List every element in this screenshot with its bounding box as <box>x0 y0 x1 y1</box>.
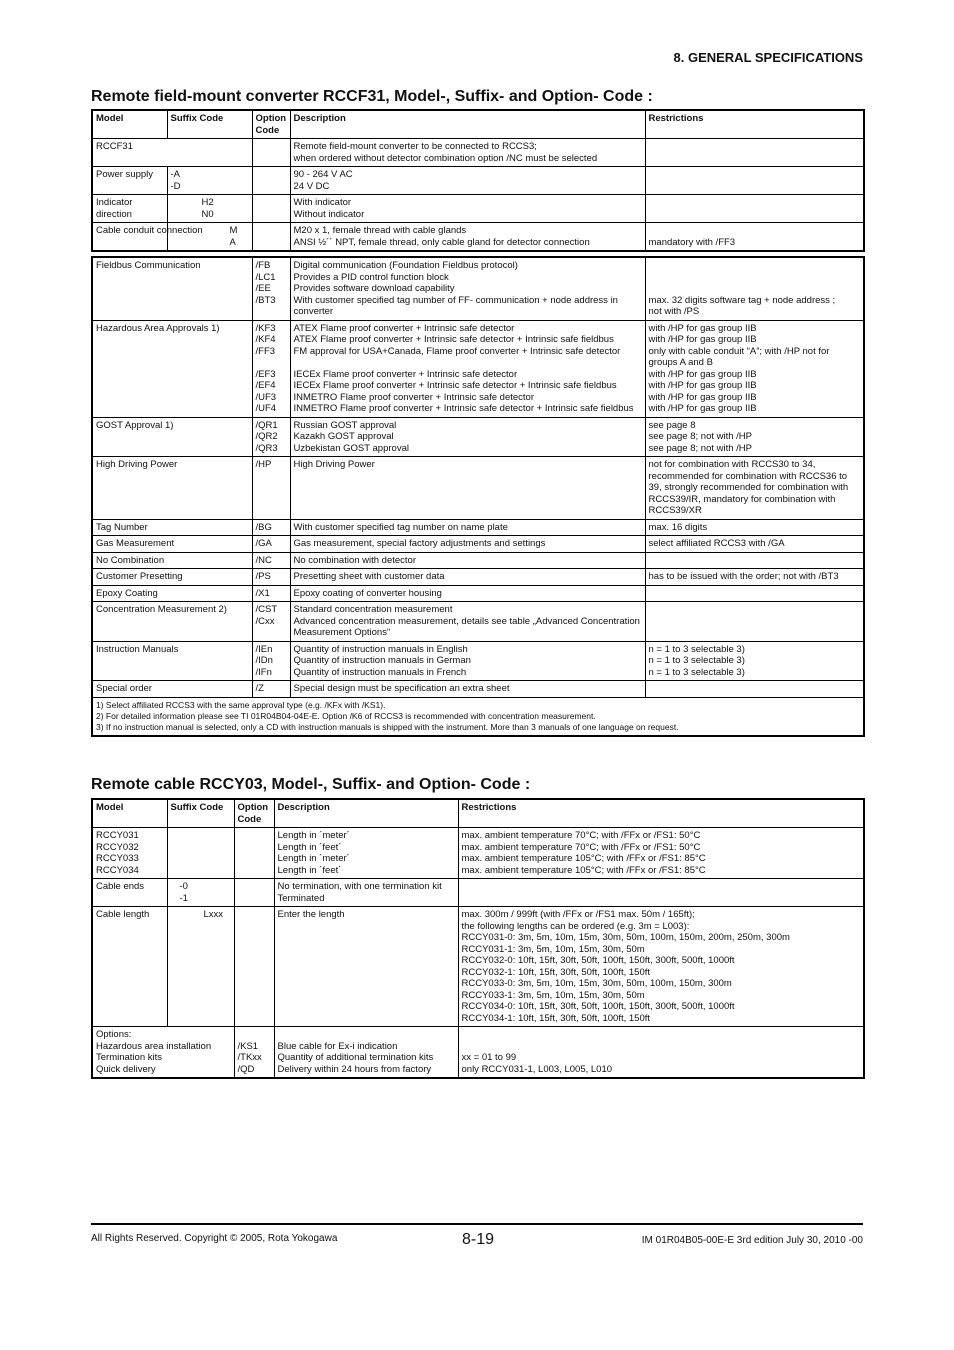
row-description: Standard concentration measurement Advanced concentration measurement, details see table „Advanced Concentration Measurement Options“ <box>290 602 645 642</box>
row-description: Blue cable for Ex-i indication Quantity of additional termination kits Delivery within 24 hours from factory <box>274 1027 458 1079</box>
row-description: With indicator Without indicator <box>290 195 645 223</box>
row-option <box>252 223 290 252</box>
row-label: Hazardous Area Approvals 1) <box>92 320 252 417</box>
footnotes-row <box>92 697 864 736</box>
row-label: Tag Number <box>92 519 252 536</box>
row-restrictions: not for combination with RCCS30 to 34, recommended for combination with RCCS36 to 39, strongly recommended for combination with RCCS39/IR, mandatory for combination with RCCS39/XR <box>645 457 864 520</box>
row-option: /KS1 /TKxx /QD <box>234 1027 274 1079</box>
row-option <box>252 139 290 167</box>
row-label: Power supply <box>92 167 167 195</box>
row-description: M20 x 1, female thread with cable glands ANSI ½´´ NPT, female thread, only cable gland for detector connection <box>290 223 645 252</box>
row-suffix: H2 N0 <box>167 195 252 223</box>
footnote-3: 3) If no instruction manual is selected, only a CD with instruction manuals is shipped with the instrument. More than 3 manuals of one language on request. <box>96 721 679 732</box>
table-row <box>92 907 864 1027</box>
table-row <box>92 569 864 586</box>
table-row <box>92 457 864 520</box>
row-description: Quantity of instruction manuals in English Quantity of instruction manuals in German Quantity of instruction manuals in French <box>290 641 645 681</box>
row-restrictions: max. 300m / 999ft (with /FFx or /FS1 max. 50m / 165ft); the following lengths can be ordered (e.g. 3m = L003): RCCY031-0: 3m, 5m, 10m, 15m, 30m, 50m, 100m, 150m, 200m, 250m, 300m RCCY031-1: 3m, 5m, 10m, 15m, 30m, 50m RCCY032-0: 10ft, 15ft, 30ft, 50ft, 100ft, 150ft, 300ft, 500ft, 1000ft RCCY032-1: 10ft, 15ft, 30ft, 50ft, 100ft, 150ft RCCY033-0: 3m, 5m, 10m, 15m, 30m, 50m, 100m, 150m, 300m RCCY033-1: 3m, 5m, 10m, 15m, 30m, 50m RCCY034-0: 10ft, 15ft, 30ft, 50ft, 100ft, 150ft, 300ft, 500ft, 1000ft RCCY034-1: 10ft, 15ft, 30ft, 50ft, 100ft, 150ft <box>458 907 864 1027</box>
row-restrictions <box>645 167 864 195</box>
row-option: /CST /Cxx <box>252 602 290 642</box>
row-label: Options: Hazardous area installation Termination kits Quick delivery <box>92 1027 234 1079</box>
row-label: Cable length <box>92 907 167 1027</box>
footnotes <box>92 697 864 736</box>
row-suffix <box>167 828 234 879</box>
table-row <box>92 417 864 457</box>
rccf31-options-table <box>91 256 865 737</box>
row-label: No Combination <box>92 552 252 569</box>
row-option: /PS <box>252 569 290 586</box>
table-row <box>92 320 864 417</box>
page-number: 8-19 <box>462 1231 495 1248</box>
row-label: RCCY031 RCCY032 RCCY033 RCCY034 <box>92 828 167 879</box>
row-label: Customer Presetting <box>92 569 252 586</box>
row-option: /QR1 /QR2 /QR3 <box>252 417 290 457</box>
row-label: Special order <box>92 681 252 698</box>
row-description: No combination with detector <box>290 552 645 569</box>
row-restrictions <box>645 552 864 569</box>
row-option <box>252 167 290 195</box>
row-label: Gas Measurement <box>92 536 252 553</box>
rccy03-code-table <box>91 798 865 1079</box>
table-row <box>92 195 864 223</box>
row-restrictions <box>458 879 864 907</box>
row-restrictions <box>645 585 864 602</box>
col-suffix: Suffix Code <box>167 110 252 139</box>
row-restrictions: max. ambient temperature 70°C; with /FFx or /FS1: 50°C max. ambient temperature 70°C; with /FFx or /FS1: 50°C max. ambient temperature 105°C; with /FFx or /FS1: 85°C max. ambient temperature 105°C; with /FFx or /FS1: 85°C <box>458 828 864 879</box>
row-restrictions: see page 8 see page 8; not with /HP see page 8; not with /HP <box>645 417 864 457</box>
footnote-1: 1) Select affiliated RCCS3 with the same approval type (e.g. /KFx with /KS1). <box>96 699 386 710</box>
row-option <box>234 907 274 1027</box>
row-suffix: -A -D <box>167 167 252 195</box>
row-label: GOST Approval 1) <box>92 417 252 457</box>
row-option <box>234 828 274 879</box>
row-restrictions: max. 32 digits software tag + node address ; not with /PS <box>645 257 864 320</box>
table-row <box>92 641 864 681</box>
row-restrictions: max. 16 digits <box>645 519 864 536</box>
row-option: /IEn /IDn /IFn <box>252 641 290 681</box>
table1-title: Remote field-mount converter RCCF31, Model-, Suffix- and Option- Code : <box>91 88 653 105</box>
section-header: 8. GENERAL SPECIFICATIONS <box>673 50 863 65</box>
row-description: Gas measurement, special factory adjustments and settings <box>290 536 645 553</box>
table-row <box>92 257 864 320</box>
table-row <box>92 519 864 536</box>
row-label: Instruction Manuals <box>92 641 252 681</box>
row-label: Cable ends <box>92 879 167 907</box>
table-row <box>92 536 864 553</box>
row-description: With customer specified tag number on name plate <box>290 519 645 536</box>
table-row <box>92 681 864 698</box>
table-row <box>92 552 864 569</box>
col-suffix: Suffix Code <box>167 799 234 828</box>
row-option: /BG <box>252 519 290 536</box>
row-description: Russian GOST approval Kazakh GOST approval Uzbekistan GOST approval <box>290 417 645 457</box>
row-label: Cable conduit connection <box>92 223 167 252</box>
col-option: Option Code <box>252 110 290 139</box>
row-restrictions: has to be issued with the order; not with /BT3 <box>645 569 864 586</box>
table-row <box>92 828 864 879</box>
row-option: /FB /LC1 /EE /BT3 <box>252 257 290 320</box>
row-suffix: M A <box>167 223 252 252</box>
row-restrictions: n = 1 to 3 selectable 3) n = 1 to 3 selectable 3) n = 1 to 3 selectable 3) <box>645 641 864 681</box>
col-description: Description <box>274 799 458 828</box>
row-label: Indicator direction <box>92 195 167 223</box>
row-label: Fieldbus Communication <box>92 257 252 320</box>
row-restrictions <box>645 602 864 642</box>
row-option: /HP <box>252 457 290 520</box>
col-restrictions: Restrictions <box>645 110 864 139</box>
row-description: No termination, with one termination kit Terminated <box>274 879 458 907</box>
table-row <box>92 167 864 195</box>
rccf31-code-table <box>91 109 865 252</box>
table-header-row <box>92 110 864 139</box>
table-row <box>92 585 864 602</box>
row-label: Concentration Measurement 2) <box>92 602 252 642</box>
row-description: Enter the length <box>274 907 458 1027</box>
row-option: /KF3 /KF4 /FF3 /EF3 /EF4 /UF3 /UF4 <box>252 320 290 417</box>
col-restrictions: Restrictions <box>458 799 864 828</box>
row-restrictions: xx = 01 to 99 only RCCY031-1, L003, L005, L010 <box>458 1027 864 1079</box>
table-row <box>92 139 864 167</box>
row-suffix: Lxxx <box>167 907 234 1027</box>
row-option: /NC <box>252 552 290 569</box>
row-description: High Driving Power <box>290 457 645 520</box>
footer-doc-id: IM 01R04B05-00E-E 3rd edition July 30, 2010 -00 <box>641 1235 863 1246</box>
table-header-row <box>92 799 864 828</box>
col-description: Description <box>290 110 645 139</box>
col-model: Model <box>92 110 167 139</box>
row-description: Epoxy coating of converter housing <box>290 585 645 602</box>
row-restrictions <box>645 681 864 698</box>
row-restrictions <box>645 195 864 223</box>
table-row <box>92 602 864 642</box>
row-restrictions <box>645 139 864 167</box>
row-option: /GA <box>252 536 290 553</box>
row-description: ATEX Flame proof converter + Intrinsic safe detector ATEX Flame proof converter + Intrinsic safe detector + Intrinsic safe fieldbus FM approval for USA+Canada, Flame proof converter + Intrinsic safe detector IECEx Flame proof converter + Intrinsic safe detector IECEx Flame proof converter + Intrinsic safe detector + Intrinsic safe fieldbus INMETRO Flame proof converter + Intrinsic safe detector INMETRO Flame proof converter + Intrinsic safe detector + Intrinsic safe fieldbus <box>290 320 645 417</box>
col-model: Model <box>92 799 167 828</box>
table-row <box>92 223 864 252</box>
row-description: Presetting sheet with customer data <box>290 569 645 586</box>
row-suffix: -0 -1 <box>167 879 234 907</box>
row-label: RCCF31 <box>92 139 252 167</box>
table3-title: Remote cable RCCY03, Model-, Suffix- and Option- Code : <box>91 776 531 793</box>
col-option: Option Code <box>234 799 274 828</box>
row-description: Special design must be specification an extra sheet <box>290 681 645 698</box>
footer-copyright: All Rights Reserved. Copyright © 2005, Rota Yokogawa <box>91 1233 338 1244</box>
row-description: Digital communication (Foundation Fieldbus protocol) Provides a PID control function block Provides software download capability With customer specified tag number of FF- communication + node address in converter <box>290 257 645 320</box>
row-description: Remote field-mount converter to be connected to RCCS3; when ordered without detector combination option /NC must be selected <box>290 139 645 167</box>
row-restrictions: mandatory with /FF3 <box>645 223 864 252</box>
footer-rule <box>91 1223 863 1225</box>
footnote-2: 2) For detailed information please see TI 01R04B04-04E-E. Option /K6 of RCCS3 is recommended with concentration measurement. <box>96 710 596 721</box>
row-option: /X1 <box>252 585 290 602</box>
row-description: Length in ´meter´ Length in ´feet´ Length in ´meter´ Length in ´feet´ <box>274 828 458 879</box>
table-row <box>92 879 864 907</box>
row-option <box>234 879 274 907</box>
row-option: /Z <box>252 681 290 698</box>
row-restrictions: with /HP for gas group IIB with /HP for gas group IIB only with cable conduit “A”; with /HP not for groups A and B with /HP for gas group IIB with /HP for gas group IIB with /HP for gas group IIB with /HP for gas group IIB <box>645 320 864 417</box>
table-row <box>92 1027 864 1079</box>
row-description: 90 - 264 V AC 24 V DC <box>290 167 645 195</box>
row-label: High Driving Power <box>92 457 252 520</box>
row-restrictions: select affiliated RCCS3 with /GA <box>645 536 864 553</box>
row-option <box>252 195 290 223</box>
row-label: Epoxy Coating <box>92 585 252 602</box>
